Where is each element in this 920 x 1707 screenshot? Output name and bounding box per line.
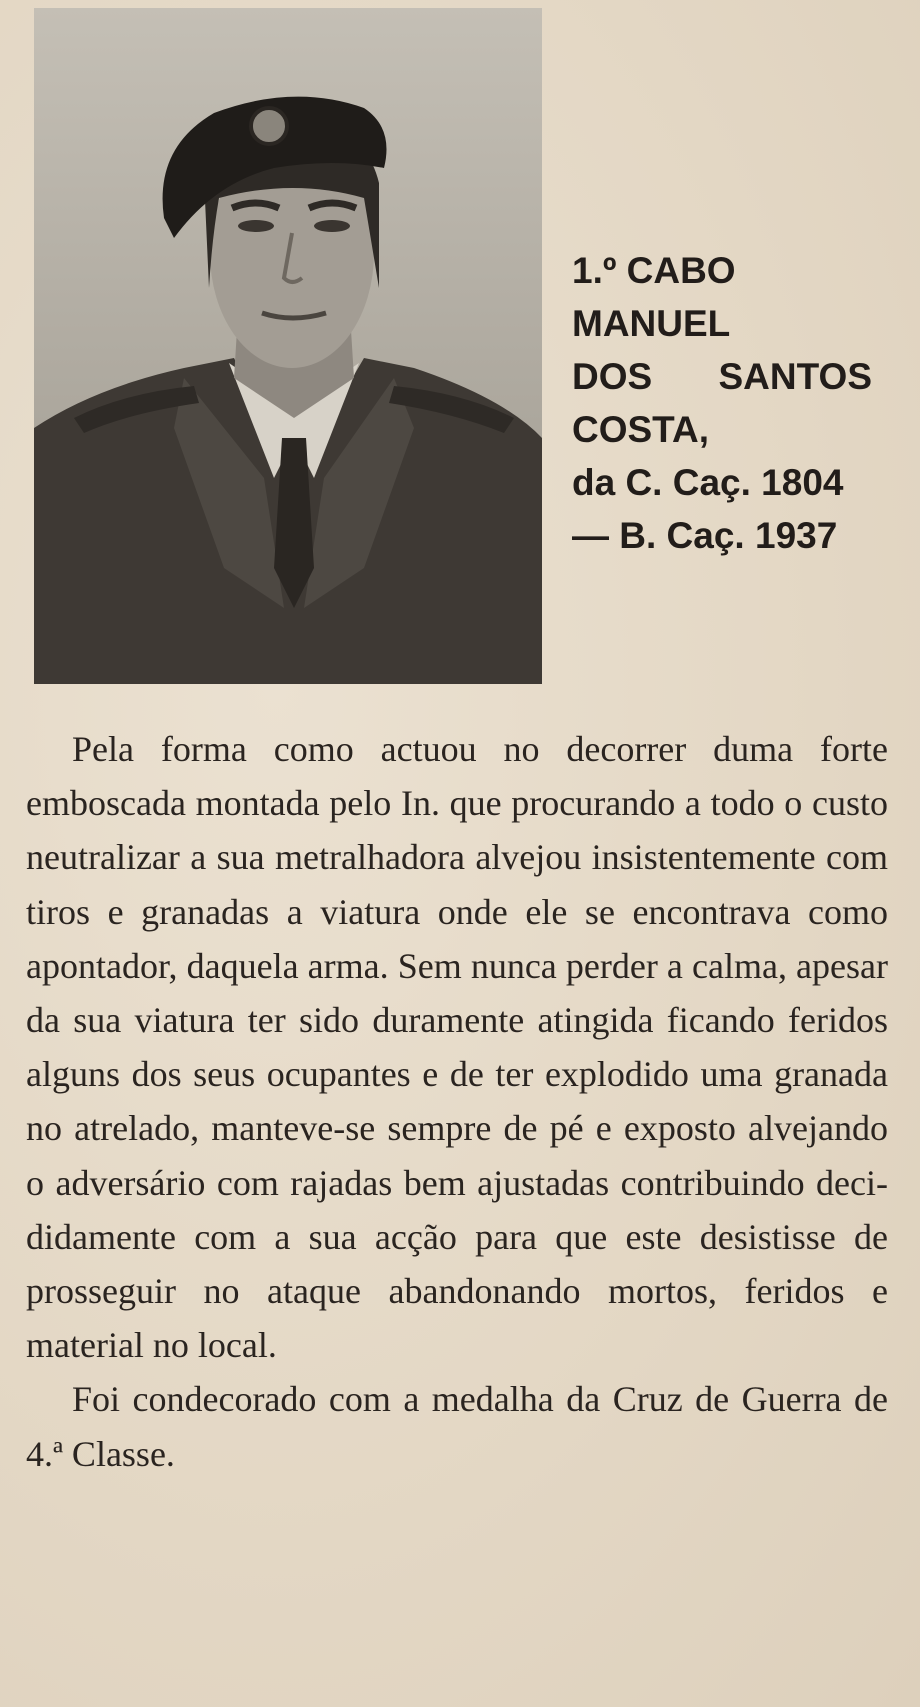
- soldier-portrait-image: [34, 8, 542, 684]
- caption: [572, 244, 912, 562]
- portrait-photo: [34, 8, 542, 684]
- article-body: [26, 722, 888, 1481]
- caption-line-last-name: COSTA,: [572, 409, 710, 450]
- caption-line-surname: [572, 350, 872, 403]
- caption-line-battalion: — B. Caç. 1937: [572, 515, 838, 556]
- caption-line-company: da C. Caç. 1804: [572, 462, 844, 503]
- paragraph-citation: Pela forma como actuou no decorrer duma forte emboscada montada pelo In. que procurando a todo o custo neutralizar a sua metralhadora alvejou insistentemente com tiros e granadas a viatura onde ele se encontrava como apontador, daquela arma. Sem nunca perder a calma, apesar da sua viatura ter sido duramente atingida ficando feridos alguns dos seus ocupantes e de ter explodido uma granada no atrelado, manteve-se sempre de pé e exposto alvejando o adversário com rajadas bem ajustadas contribuindo decididamente com a sua acção para que este desistisse de prosseguir no ataque abandonando mortos, feridos e material no local.: [26, 729, 888, 1366]
- caption-surname-part2: SANTOS: [718, 356, 872, 397]
- caption-surname-part1: DOS: [572, 356, 653, 397]
- caption-line-first-name: MANUEL: [572, 303, 731, 344]
- caption-line-rank: 1.º CABO: [572, 250, 736, 291]
- paragraph-decoration: Foi condecorado com a medalha da Cruz de Guerra de 4.ª Classe.: [26, 1379, 888, 1474]
